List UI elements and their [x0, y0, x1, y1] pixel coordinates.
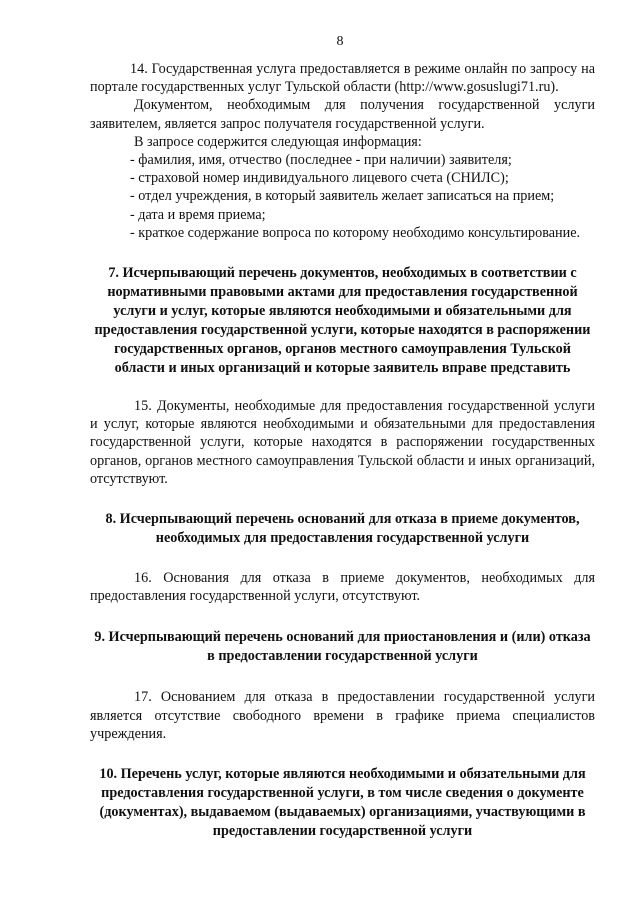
document-body	[90, 60, 595, 841]
page-number: 8	[336, 34, 344, 49]
list-item: - страховой номер индивидуального лицевого счета (СНИЛС);	[130, 170, 509, 187]
section-heading-9: 9. Исчерпывающий перечень оснований для приостановления и (или) отказа в предоставлении государственной услуги	[94, 629, 591, 665]
list-item: - дата и время приема;	[130, 206, 266, 223]
paragraph-17: 17. Основанием для отказа в предоставлении государственной услуги является отсутствие свободного времени в графике приема специалистов учреждения.	[90, 689, 595, 742]
list-item: - отдел учреждения, в который заявитель желает записаться на прием;	[130, 188, 555, 205]
section-heading-8: 8. Исчерпывающий перечень оснований для отказа в приеме документов, необходимых для предоставления государственной услуги	[105, 511, 580, 547]
paragraph-document-required: Документом, необходимым для получения государственной услуги заявителем, является запрос получателя государственной услуги.	[90, 97, 595, 132]
paragraph-16: 16. Основания для отказа в приеме документов, необходимых для предоставления государственной услуги, отсутствуют.	[90, 570, 595, 605]
section-heading-10: 10. Перечень услуг, которые являются необходимыми и обязательными для предоставления государственной услуги, в том числе сведения о документе (документах), выдаваемом (выдаваемых) организациями, участвующими в предоставлении государственной услуги	[99, 766, 586, 840]
section-heading-7: 7. Исчерпывающий перечень документов, необходимых в соответствии с нормативными правовыми актами для предоставления государственной услуги и услуг, которые являются необходимыми и обязательными для предоставления государственной услуги, которые находятся в распоряжении государственных органов, органов местного самоуправления Тульской области и иных организаций и которые заявитель вправе представить	[94, 265, 591, 377]
paragraph-14: 14. Государственная услуга предоставляется в режиме онлайн по запросу на портале государственных услуг Тульской области (http://www.gosuslugi71.ru).	[90, 61, 595, 96]
list-item: - фамилия, имя, отчество (последнее - при наличии) заявителя;	[130, 152, 512, 169]
paragraph-request-info: В запросе содержится следующая информация:	[134, 133, 422, 150]
list-item: - краткое содержание вопроса по которому необходимо консультирование.	[130, 224, 581, 241]
paragraph-15: 15. Документы, необходимые для предоставления государственной услуги и услуг, которые являются необходимыми и обязательными для предоставления государственной услуги, которые находятся в распоряжении государственных органов, органов местного самоуправления Тульской области и иных организаций, отсутствуют.	[90, 398, 595, 487]
